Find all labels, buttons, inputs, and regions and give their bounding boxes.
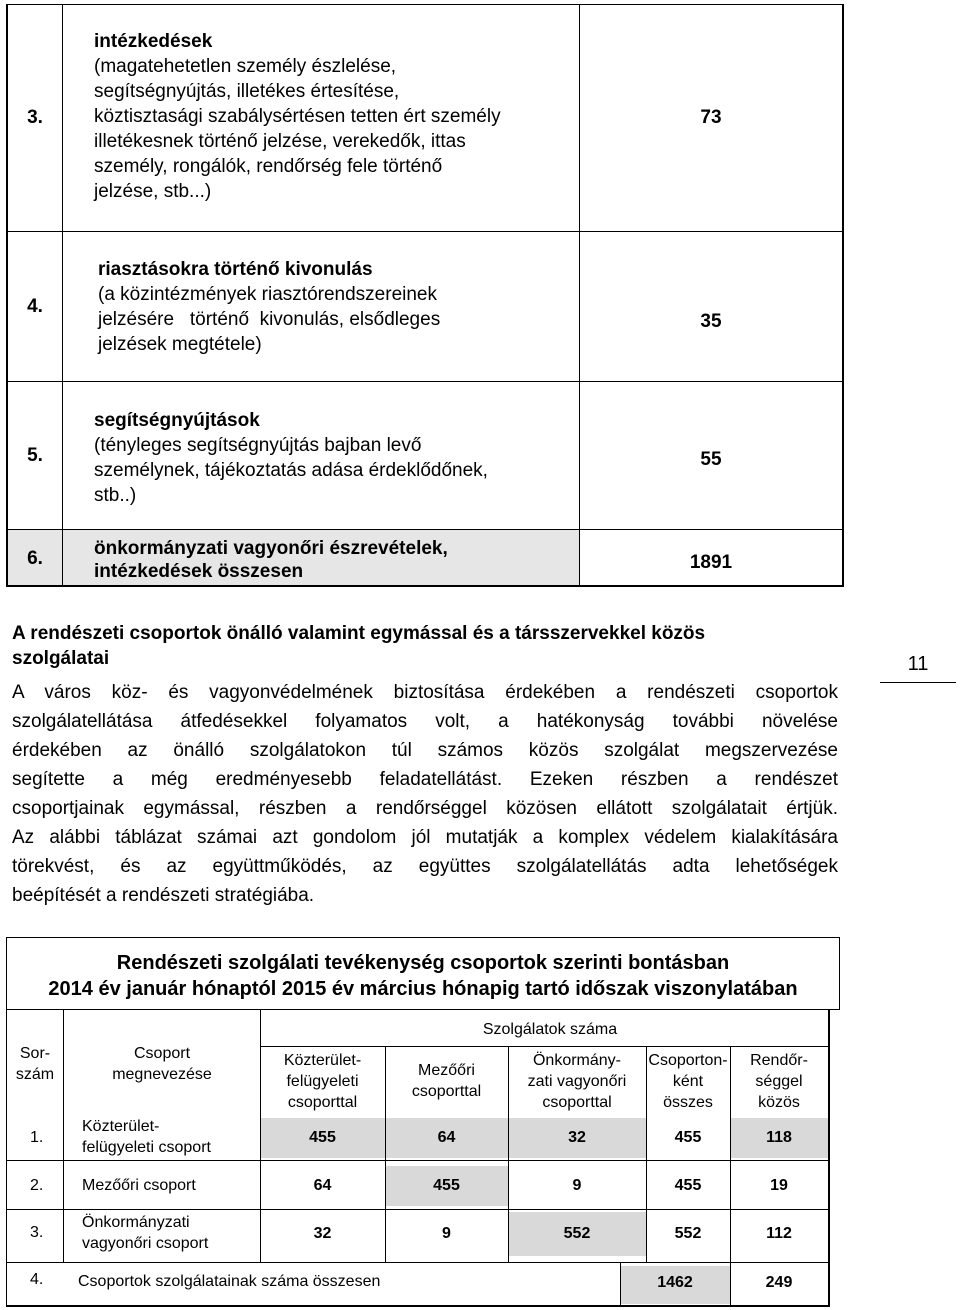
paragraph-line: beépítését a rendészeti stratégiába. (12, 885, 315, 906)
section-heading-line: A rendészeti csoportok önálló valamint egymással és a társszervekkel közös (12, 623, 706, 644)
table-total-value: 249 (765, 1274, 793, 1291)
paragraph-line: érdekében az önálló szolgálatokon túl számos közös szolgálat megszervezése (12, 740, 838, 761)
row6-value: 1891 (689, 551, 733, 573)
header-sorszam: Sor- szám (15, 1045, 55, 1083)
section-heading-line: szolgálatai (12, 648, 110, 669)
row5-line: stb..) (94, 485, 137, 506)
paragraph-line: A város köz- és vagyonvédelmének biztosítása érdekében a rendészeti csoportok (12, 682, 838, 703)
table-row-3-value: 32 (313, 1225, 332, 1242)
paragraph-line: Az alábbi táblázat számai azt gondolom jól mutatják a komplex védelem kialakítására (12, 827, 838, 848)
table-row-1-value: 455 (674, 1129, 702, 1146)
header-csoport: Csoport megnevezése (112, 1045, 212, 1083)
table-row-1-name: Közterület- felügyeleti csoport (82, 1118, 211, 1156)
paragraph-line: csoportjainak egymással, részben a rendőrséggel közösen ellátott szolgálatait értjük. (12, 798, 838, 819)
table-row-3-value: 552 (674, 1225, 702, 1242)
row5-title: segítségnyújtások (94, 410, 260, 431)
row3-title: intézkedések (94, 31, 213, 52)
row4-description (98, 257, 576, 357)
table-row-1-num: 1. (30, 1129, 44, 1146)
row3-line: (magatehetetlen személy észlelése, (94, 56, 397, 77)
row5-description (94, 408, 574, 508)
row4-value: 35 (700, 310, 722, 332)
table-row-2-name: Mezőőri csoport (82, 1177, 196, 1194)
row4-line: jelzések megtétele) (98, 334, 262, 355)
row4-number: 4. (27, 296, 43, 317)
table-row-2-value: 455 (674, 1177, 702, 1194)
table-row-3-value: 9 (442, 1225, 451, 1242)
row6-title-line: intézkedések összesen (94, 561, 304, 582)
table-total-value: 1462 (657, 1274, 693, 1291)
page-number-underline (880, 682, 956, 683)
table-row-2-value: 9 (572, 1177, 582, 1194)
table-row-3-name: Önkormányzati vagyonőri csoport (82, 1214, 209, 1252)
row4-title: riasztásokra történő kivonulás (98, 259, 373, 280)
paragraph-line: törekvést, és az együttműködés, az együttes szolgálatellátás adta lehetőségek (12, 856, 838, 877)
row5-number: 5. (27, 445, 43, 466)
header-kozterulet: Közterület- felügyeleti csoporttal (283, 1052, 362, 1111)
row3-line: jelzése, stb...) (94, 181, 212, 202)
row6-title-line: önkormányzati vagyonőri észrevételek, (94, 538, 448, 559)
table-total-num: 4. (30, 1271, 44, 1288)
row6-description (94, 537, 574, 583)
paragraph-line: segítette a még eredményesebb feladatellátást. Ezeken részben a rendészet (12, 769, 838, 790)
table-row-2-value: 455 (433, 1177, 460, 1194)
table-row-3-value: 552 (563, 1225, 591, 1242)
table-total-label: Csoportok szolgálatainak száma összesen (78, 1273, 381, 1290)
header-szolgalatok-szama: Szolgálatok száma (482, 1021, 618, 1038)
table-title (7, 950, 839, 1002)
table-row-1-value: 455 (309, 1129, 336, 1146)
row5-value: 55 (700, 449, 722, 470)
table-row-2-value: 64 (313, 1177, 332, 1194)
header-csoportonkent: Csoporton- ként összes (648, 1052, 728, 1111)
table-title-line: Rendészeti szolgálati tevékenység csoportok szerinti bontásban (116, 952, 730, 974)
row4-line: (a közintézmények riasztórendszereinek (98, 284, 437, 305)
table-row-2-value: 19 (770, 1177, 788, 1194)
section-heading (12, 621, 852, 671)
row3-line: személy, rongálók, rendőrség fele történő (94, 156, 443, 177)
row3-value: 73 (700, 107, 722, 128)
header-rendorseggel: Rendőr- séggel közös (750, 1052, 808, 1111)
table-title-line: 2014 év január hónaptól 2015 év március hónapig tartó időszak viszonylatában (48, 978, 798, 1000)
table-row-2-num: 2. (30, 1177, 44, 1194)
row3-line: köztisztasági szabálysértésen tetten ért személy (94, 106, 501, 127)
row4-line: jelzésére történő kivonulás, elsődleges (98, 309, 441, 330)
row3-line: segítségnyújtás, illetékes értesítése, (94, 81, 400, 102)
page-number: 11 (907, 653, 929, 675)
header-mezoori: Mezőőri csoporttal (411, 1062, 482, 1100)
table-row-3-value: 112 (766, 1225, 792, 1242)
header-onkormanyzati: Önkormány- zati vagyonőri csoporttal (527, 1052, 627, 1111)
row3-description (94, 29, 574, 204)
paragraph-line: szolgálatellátása átfedésekkel folyamatos volt, a hatékonyság további növelése (12, 711, 838, 732)
row5-line: (tényleges segítségnyújtás bajban levő (94, 435, 422, 456)
table-row-1-value: 118 (766, 1129, 792, 1146)
table-row-1-value: 32 (568, 1129, 586, 1146)
row3-line: illetékesnek történő jelzése, verekedők, ittas (94, 131, 466, 152)
row5-line: személynek, tájékoztatás adása érdeklődőnek, (94, 460, 488, 481)
row3-number: 3. (27, 107, 43, 128)
row6-number: 6. (27, 547, 43, 569)
table-row-1-value: 64 (437, 1129, 456, 1146)
table-row-3-num: 3. (30, 1224, 44, 1241)
